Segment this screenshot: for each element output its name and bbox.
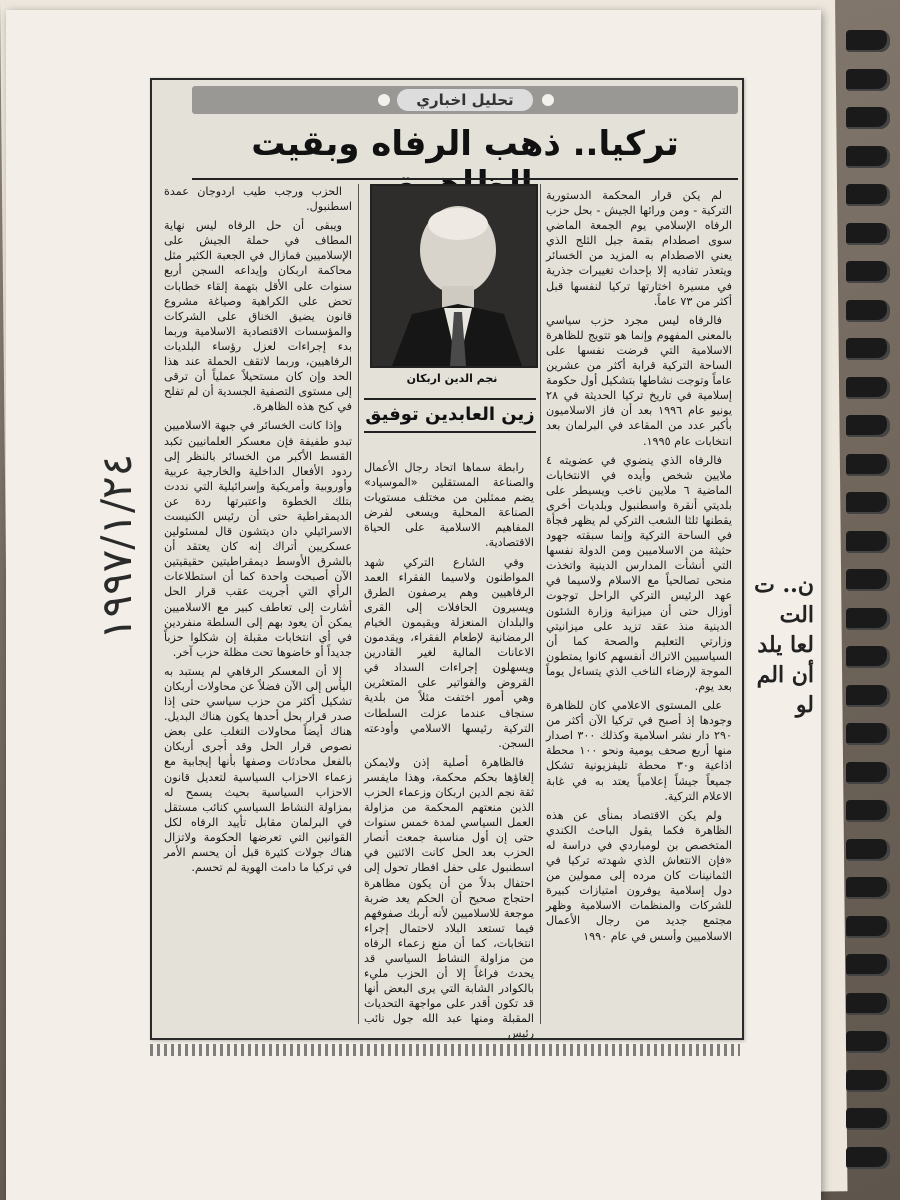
- binding-ring: [846, 492, 890, 514]
- binding-ring: [846, 377, 890, 399]
- banner-dot-icon: [378, 94, 390, 106]
- article-column-right: [546, 188, 732, 1028]
- paragraph: لم يكن قرار المحكمة الدستورية التركية - ومن ورائها الجيش - بحل حزب الرفاه الإسلامي يوم الجمعة الماضي سوى اصطدام بقمة جبل الثلج الذي يعني الاصطدام به المزيد من الخسائر ويتعذر تفاديه إلا بإحداث تغييرات جذرية في مسيرة اختارتها تركيا لنفسها قبل أكثر من ٧٣ عاماً.: [546, 189, 732, 308]
- binding-ring: [846, 916, 890, 938]
- author-byline: زين العابدين توفيق: [364, 398, 536, 433]
- paragraph: فالظاهرة أصلية إذن ولايمكن إلغاؤها بحكم محكمة، وهذا مايفسر ثقة نجم الدين اربكان وزعماء الحزب الذين منعتهم المحكمة من مزاولة العمل السياسي لمدة خمس سنوات حتى إن أول مناسبة جمعت أنصار الحزب بعد الحل كانت الاثنين في اسطنبول على حفل افطار تحول إلى احتفال بدلاً من أن يكون مظاهرة احتجاج صحيح أن الحكم يعد ضربة موجعة للاسلاميين لأنه أربك صفوفهم فيما تستعد البلاد لاحتمال إجراء انتخابات، كما أن منع زعماء الرفاه من مزاولة النشاط السياسي قد يحدث فراغاً إلا أن الحزب مليء بالكوادر الشابة التي يرى البعض أنها قد تكون أقدر على مواجهة التحديات المقبلة ومنها عبد الله جول نائب رئيس: [364, 755, 534, 1041]
- binding-ring: [846, 223, 890, 245]
- binding-ring: [846, 300, 890, 322]
- binding-ring: [846, 338, 890, 360]
- binding-ring: [846, 107, 890, 129]
- portrait-photo: [370, 184, 538, 368]
- paragraph: الحزب ورجب طيب اردوجان عمدة اسطنبول.: [164, 185, 352, 214]
- adjacent-page-text: ن.. ت الت لعا يلد أن الم لو: [754, 572, 814, 718]
- binding-ring: [846, 608, 890, 630]
- binding-ring: [846, 839, 890, 861]
- binding-ring: [846, 1070, 890, 1092]
- column-divider: [540, 184, 541, 1024]
- binding-ring: [846, 1031, 890, 1053]
- binding-ring: [846, 993, 890, 1015]
- binding-ring: [846, 454, 890, 476]
- spiral-binding: [842, 30, 890, 1190]
- paragraph: وإذا كانت الخسائر في جبهة الاسلاميين تبدو طفيفة فإن معسكر العلمانيين تكبد القسط الأكبر من الخسائر بالنظر إلى ردود الأفعال الداخلية والخارجية عربية وأوروبية وأمريكية وإسرائيلية التي نددت بتلك الخطوة واعتبرتها ردة عن الديمقراطية حتى أن رئيس الكنيست الاسرائيلي دان ديتشون قال لمسئولين عسكريين أتراك إنه كان يعتقد أن بالشرق الأوسط ديمقراطيتين حقيقيتين الآن أصبحت واحدة كما أن استطلاعات الرأي التي أجريت عقب قرار الحل أشارت إلى تعاطف كبير مع الاسلاميين يمكن أن يعود بهم إلى السلطة منفردين في أي انتخابات مقبلة إن شكلوا حزباً جديداً أو خاضوها تحت مظلة حزب آخر.: [164, 419, 352, 659]
- binding-ring: [846, 762, 890, 784]
- banner-dot-icon: [542, 94, 554, 106]
- article-column-left: [164, 184, 352, 1024]
- binding-ring: [846, 69, 890, 91]
- binding-ring: [846, 1147, 890, 1169]
- binding-ring: [846, 30, 890, 52]
- binding-ring: [846, 954, 890, 976]
- paragraph: فالرفاه الذي ينضوي في عضويته ٤ ملايين شخص وأيده في الانتخابات الماضية ٦ ملايين ناخب ويسيطر على بلديتي أنقرة واسطنبول وبلديات أخرى يقطنها ثلثا الشعب التركي لم يظهر فجأة في الساحة التركية وإنما سبقته جهود حثيثة من الاسلاميين ومن الدولة نفسها التي أنشأت المدارس الدينية واتخذت منحى تصالحياً مع الاسلام ولاسيما في عهد الرئيس التركي الراحل توجوت أوزال حتى أن ميزانية وزارة الشئون الدينية منذ عقد تزيد على ميزانيتي وزارتي التعليم والصحة كما أن السياسيين الاتراك أنفسهم كانوا يمتطون الموجة لإرضاء الناخب الذي يتساءل يوماً بعد يوم.: [546, 453, 732, 693]
- binding-ring: [846, 146, 890, 168]
- paragraph: ويبقى أن حل الرفاه ليس نهاية المطاف في حملة الجيش على الإسلاميين فمازال في الجعبة الكثير مثل محاكمة اربكان وإيداعه السجن أربع سنوات على الأقل بتهمة إلقاء خطابات تحض على الكراهية وصياغة مشروع قانون يضيق الخناق على الشركات والمؤسسات الاقتصادية الاسلامية وربما بدء إجراءات لعزل رؤساء البلديات الرفاهيين، وربما لاتقف الحملة عند هذا الحد وإن كان مستحيلاً عملياً أن ترقى إلى مستوى التصفية الجسدية أن لم تفلح في كبح هذه الظاهرة.: [164, 219, 352, 414]
- section-banner: [192, 86, 738, 114]
- paragraph: رابطة سماها اتحاد رجال الأعمال والصناعة المستقلين «الموسياد» يضم ممثلين من مختلف مستويات الصناعة المحلية ويسعى لفرض المفاهيم الاسلامية على الحياة الاقتصادية.: [364, 461, 534, 550]
- binding-ring: [846, 415, 890, 437]
- article-column-middle: [364, 460, 534, 1041]
- newspaper-clipping: [150, 78, 744, 1040]
- binding-ring: [846, 184, 890, 206]
- binding-ring: [846, 877, 890, 899]
- binding-ring: [846, 723, 890, 745]
- binding-ring: [846, 685, 890, 707]
- paragraph: ولم يكن الاقتصاد بمنأى عن هذه الظاهرة فكما يقول الباحث الكندي المتخصص بن لومباردي في دراسة له «فإن الانتعاش الذي شهدته تركيا في الثمانينات كان مرده إلى ممولين من دول إسلامية يوفرون امتيازات كبيرة للشركات والمنظمات الاسلامية وظهر مجتمع جديد من رجال الأعمال الاسلاميين وأسس في عام ١٩٩٠: [546, 808, 732, 943]
- binding-ring: [846, 531, 890, 553]
- binding-ring: [846, 1108, 890, 1130]
- binding-ring: [846, 646, 890, 668]
- binding-ring: [846, 261, 890, 283]
- paragraph: على المستوى الاعلامي كان للظاهرة وجودها إذ أصبح في تركيا الآن أكثر من ٢٩٠ دار نشر اسلامية وكذلك ٣٠٠ اصدار منها أربع صحف يومية ونحو ١٠٠ محطة اذاعية و٣٠ محطة تليفزيونية تشكل جميعاً جيشاً إعلامياً يعتد به في غابة الاعلام التركية.: [546, 699, 732, 803]
- paragraph: وفي الشارع التركي شهد المواطنون ولاسيما الفقراء العمد الرفاهيين وهم يرصفون الطرق ويسيرون الحافلات إلى القرى والبلدان المنعزلة ويقيمون الخيام الرمضانية لإطعام الفقراء، ويقدمون الاعانات المالية لغير القادرين ويسهلون إجراءات السداد في القروض والفواتير على المتعثرين وهي أمور اختفت مثلاً من بلدية سنجاف عندما عزلت السلطات التركية رئيسها الاسلامي وأودعته السجن.: [364, 555, 534, 750]
- headline-rule: [192, 178, 738, 180]
- headline: تركيا.. ذهب الرفاه وبقيت: [251, 124, 679, 164]
- section-label: تحليل اخباري: [397, 89, 533, 111]
- binding-ring: [846, 800, 890, 822]
- paragraph: إلا أن المعسكر الرفاهي لم يستبد به اليأس إلى الآن فضلاً عن محاولات أربكان تشكيل أكثر من حزب سياسي حتى إذا صدر قرار بحل أحدها يكون هناك البديل. هناك أيضاً محاولات التغلب على بعض نصوص قرار الحل وقد أجرى أربكان بالفعل محادثات وصفها بأنها إيجابية مع زعماء الاحزاب السياسية لتعديل قانون الاحزاب السياسية بحيث يسمح له بمزاولة النشاط السياسي كنائب مستقل في البرلمان مقابل تأييد الرفاه لكل القوانين التي تعرضها الحكومة ولاتزال هناك جولات كثيرة قبل أن يحسم الأمر في تركيا ما دامت الهوية لم تحسم.: [164, 664, 352, 875]
- photo-caption: نجم الدين اربكان: [406, 372, 498, 385]
- handwritten-date: ١٩٩٧/١/٢٤: [92, 453, 141, 640]
- portrait-image: [372, 186, 536, 366]
- clipping-bottom-border: [150, 1044, 740, 1056]
- binding-ring: [846, 569, 890, 591]
- paragraph: فالرفاه ليس مجرد حزب سياسي بالمعنى المفهوم وإنما هو تتويج للظاهرة الاسلامية التي فرضت نفسها على الساحة التركية قرابة أكثر من عشرين عاماً وتوجت نشاطها بتشكيل أول حكومة إسلامية في تاريخ تركيا الحديثة في ٢٨ يونيو عام ١٩٩٦ بعد أن فاز الاسلاميون بأكبر عدد من المقاعد في البرلمان بعد انتخابات عام ١٩٩٥.: [546, 313, 732, 448]
- column-divider: [358, 184, 359, 1024]
